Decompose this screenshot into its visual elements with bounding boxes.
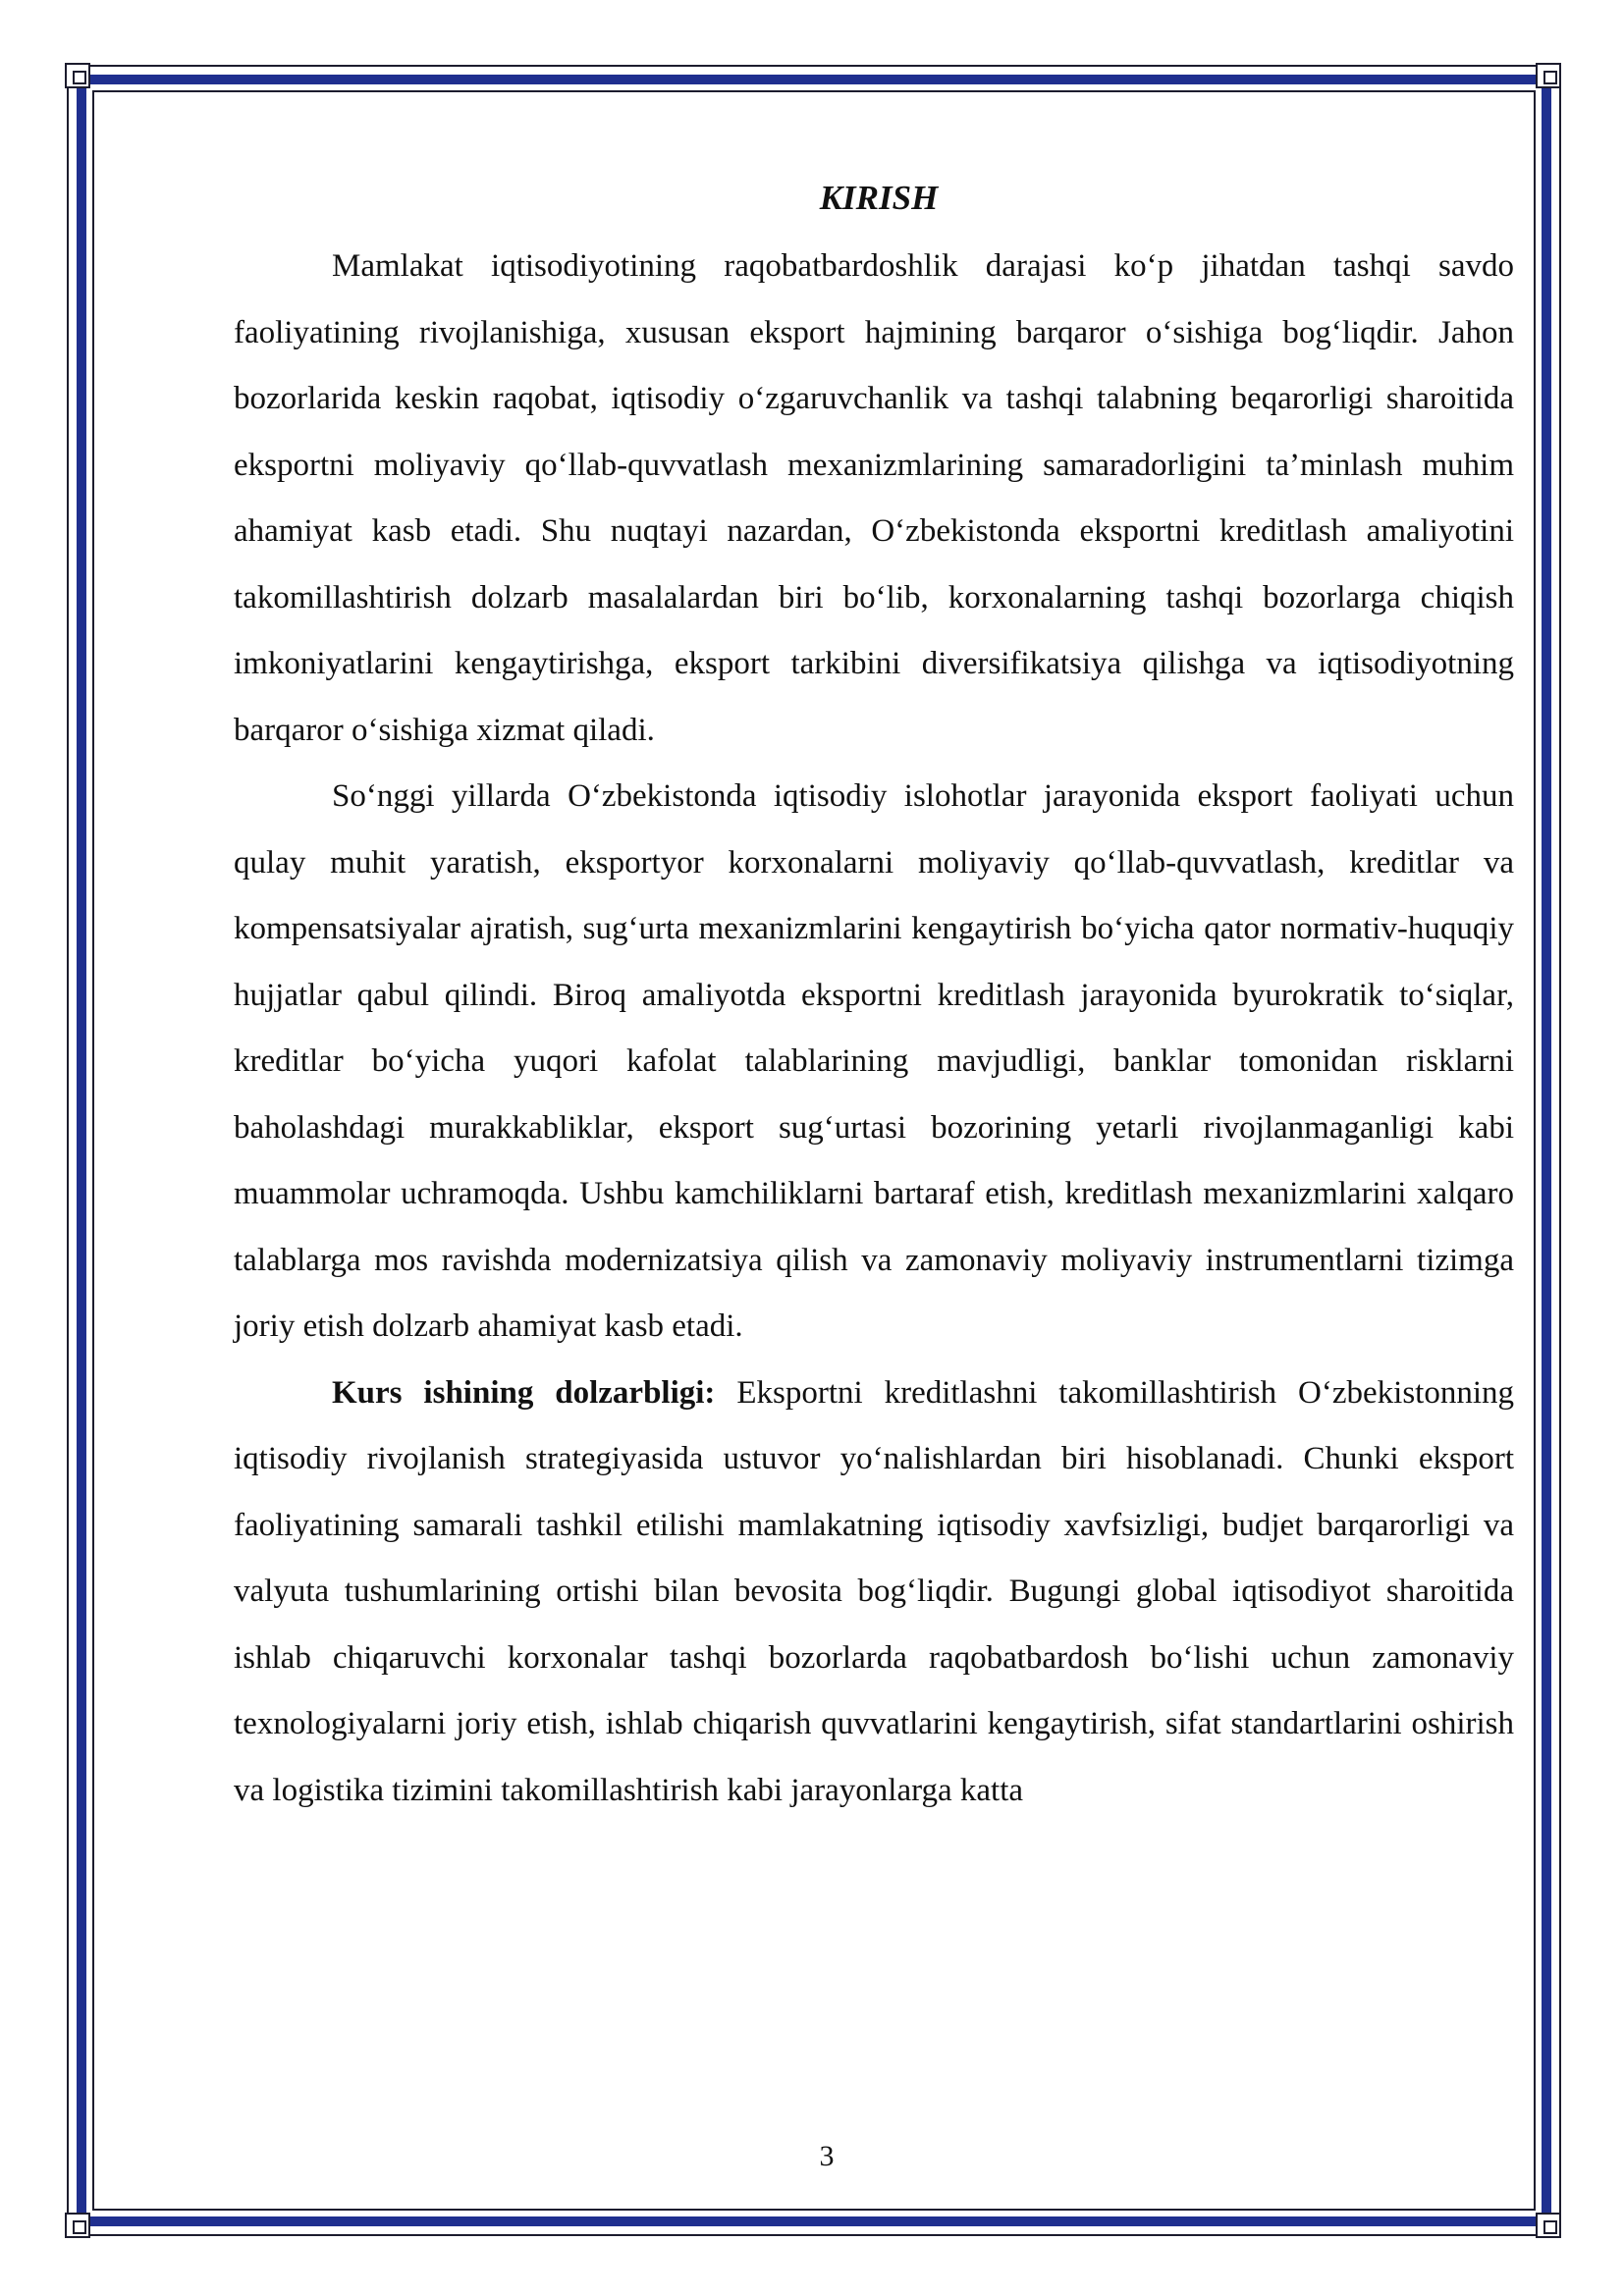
corner-ornament-top-left [65,63,90,88]
paragraph-text: Eksportni kreditlashni takomillashtirish O‘zbekistonning iqtisodiy rivojlanish strategiyasida ustuvor yo‘nalishlardan biri hisoblanadi. Chunki eksport faoliyatining samarali tashkil etilishi mamlakatning iqtisodiy xavfsizligi, budjet barqarorligi va valyuta tushumlarining ortishi bilan bevosita bog‘liqdir. Bugungi global iqtisodiyot sharoitida ishlab chiqaruvchi korxonalar tashqi bozorlarda raqobatbardosh bo‘lishi uchun zamonaviy texnologiyalarni joriy etish, ishlab chiqarish quvvatlarini kengaytirish, sifat standartlarini oshirish va logistika tizimini takomillashtirish kabi jarayonlarga katta [234,1374,1514,1808]
page-number: 3 [819,2140,835,2172]
paragraph-intro [234,234,1514,764]
page-content [234,169,1514,1824]
corner-ornament-bottom-left [65,2213,90,2238]
corner-ornament-bottom-right [1536,2213,1561,2238]
paragraph-lead-heading: Kurs ishining dolzarbligi: [332,1374,716,1411]
corner-ornament-top-right [1536,63,1561,88]
paragraph-relevance [234,1361,1514,1825]
paragraph-text: So‘nggi yillarda O‘zbekistonda iqtisodiy islohotlar jarayonida eksport faoliyati uchun qulay muhit yaratish, eksportyor korxonalarni moliyaviy qo‘llab-quvvatlash, kreditlar va kompensatsiyalar ajratish, sug‘urta mexanizmlarini kengaytirish bo‘yicha qator normativ-huquqiy hujjatlar qabul qilindi. Biroq amaliyotda eksportni kreditlash jarayonida byurokratik to‘siqlar, kreditlar bo‘yicha yuqori kafolat talablarining mavjudligi, banklar tomonidan risklarni baholashdagi murakkabliklar, eksport sug‘urtasi bozorining yetarli rivojlanmaganligi kabi muammolar uchramoqda. Ushbu kamchiliklarni bartaraf etish, kreditlash mexanizmlarini xalqaro talablarga mos ravishda modernizatsiya qilish va zamonaviy moliyaviy instrumentlarni tizimga joriy etish dolzarb ahamiyat kasb etadi. [234,778,1514,1344]
page-title: KIRISH [819,179,939,217]
paragraph-text: Mamlakat iqtisodiyotining raqobatbardoshlik darajasi ko‘p jihatdan tashqi savdo faoliyatining rivojlanishiga, xususan eksport hajmining barqaror o‘sishiga bog‘liqdir. Jahon bozorlarida keskin raqobat, iqtisodiy o‘zgaruvchanlik va tashqi talabning beqarorligi sharoitida eksportni moliyaviy qo‘llab-quvvatlash mexanizmlarining samaradorligini ta’minlash muhim ahamiyat kasb etadi. Shu nuqtayi nazardan, O‘zbekistonda eksportni kreditlash amaliyotini takomillashtirish dolzarb masalalardan biri bo‘lib, korxonalarning tashqi bozorlarga chiqish imkoniyatlarini kengaytirishga, eksport tarkibini diversifikatsiya qilishga va iqtisodiyotning barqaror o‘sishiga xizmat qiladi. [234,248,1514,748]
paragraph-reforms [234,764,1514,1361]
